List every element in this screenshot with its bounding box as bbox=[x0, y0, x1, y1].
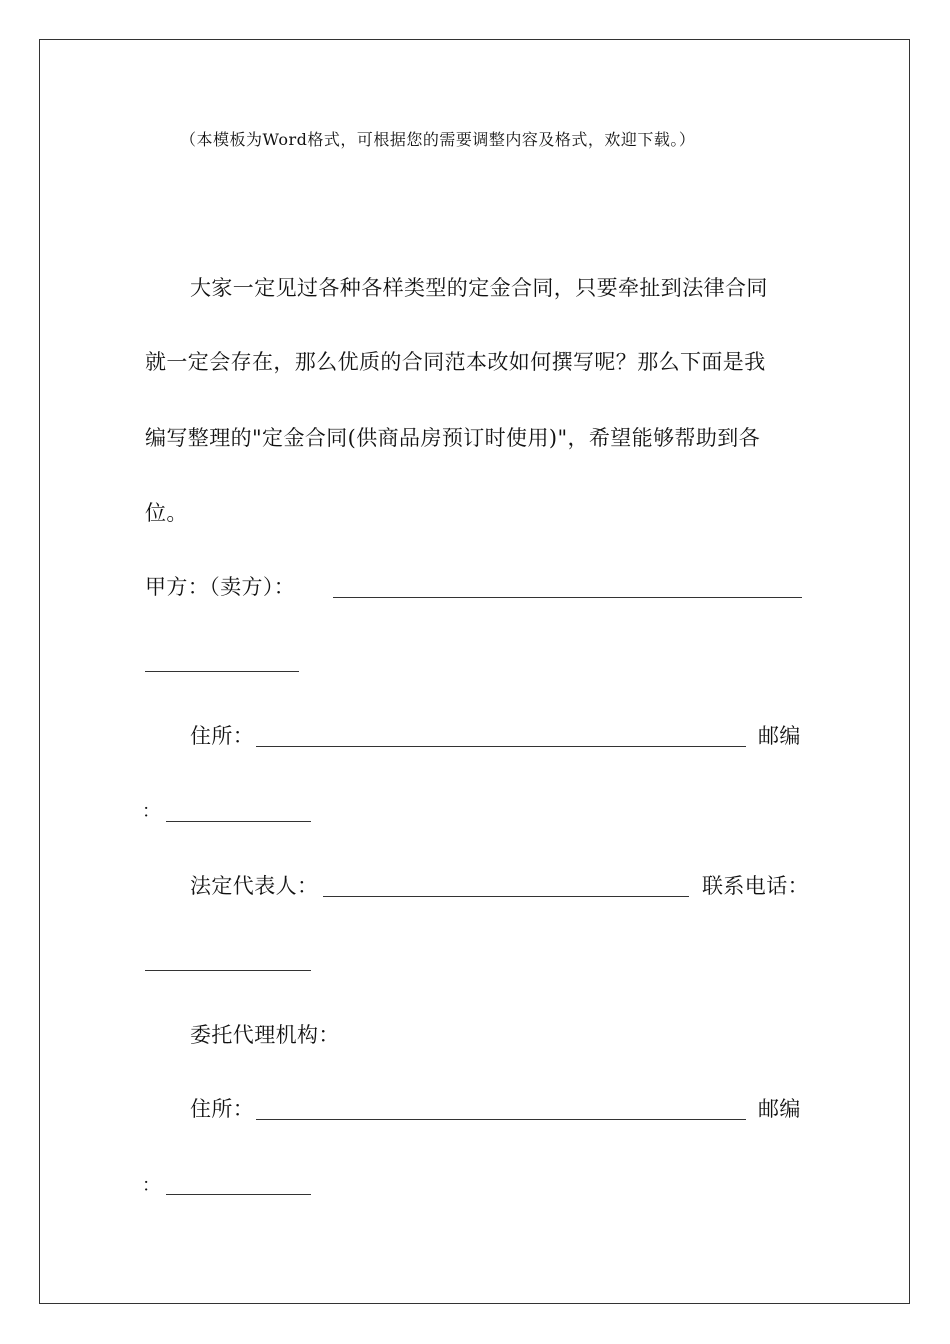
address-2-label: 住所： bbox=[190, 1097, 255, 1121]
address-1-label: 住所： bbox=[190, 724, 255, 748]
legal-rep-label: 法定代表人： bbox=[190, 874, 319, 898]
address-2-postcode-label: 邮编 bbox=[758, 1097, 801, 1121]
intro-line-4: 位。 bbox=[145, 501, 188, 525]
intro-line-1: 大家一定见过各种各样类型的定金合同，只要牵扯到法律合同 bbox=[190, 276, 768, 300]
party-a-blank[interactable] bbox=[333, 597, 802, 598]
phone-blank[interactable] bbox=[145, 970, 311, 971]
address-1-postcode-blank[interactable] bbox=[166, 821, 311, 822]
address-1-postcode-colon: ： bbox=[142, 801, 161, 822]
address-2-postcode-colon: ： bbox=[142, 1175, 161, 1196]
address-1-blank[interactable] bbox=[256, 746, 746, 747]
intro-line-2: 就一定会存在，那么优质的合同范本改如何撰写呢？那么下面是我 bbox=[145, 350, 766, 374]
agency-label: 委托代理机构： bbox=[190, 1023, 340, 1047]
template-note: （本模板为Word格式，可根据您的需要调整内容及格式，欢迎下载。） bbox=[180, 130, 696, 149]
address-2-blank[interactable] bbox=[256, 1119, 746, 1120]
party-a-blank-continued[interactable] bbox=[145, 671, 299, 672]
address-1-postcode-label: 邮编 bbox=[758, 724, 801, 748]
address-2-postcode-blank[interactable] bbox=[166, 1194, 311, 1195]
phone-label: 联系电话： bbox=[702, 874, 809, 898]
intro-line-3: 编写整理的"定金合同(供商品房预订时使用)"，希望能够帮助到各 bbox=[145, 426, 761, 450]
party-a-label: 甲方：（卖方）： bbox=[145, 575, 296, 599]
legal-rep-blank[interactable] bbox=[323, 896, 689, 897]
